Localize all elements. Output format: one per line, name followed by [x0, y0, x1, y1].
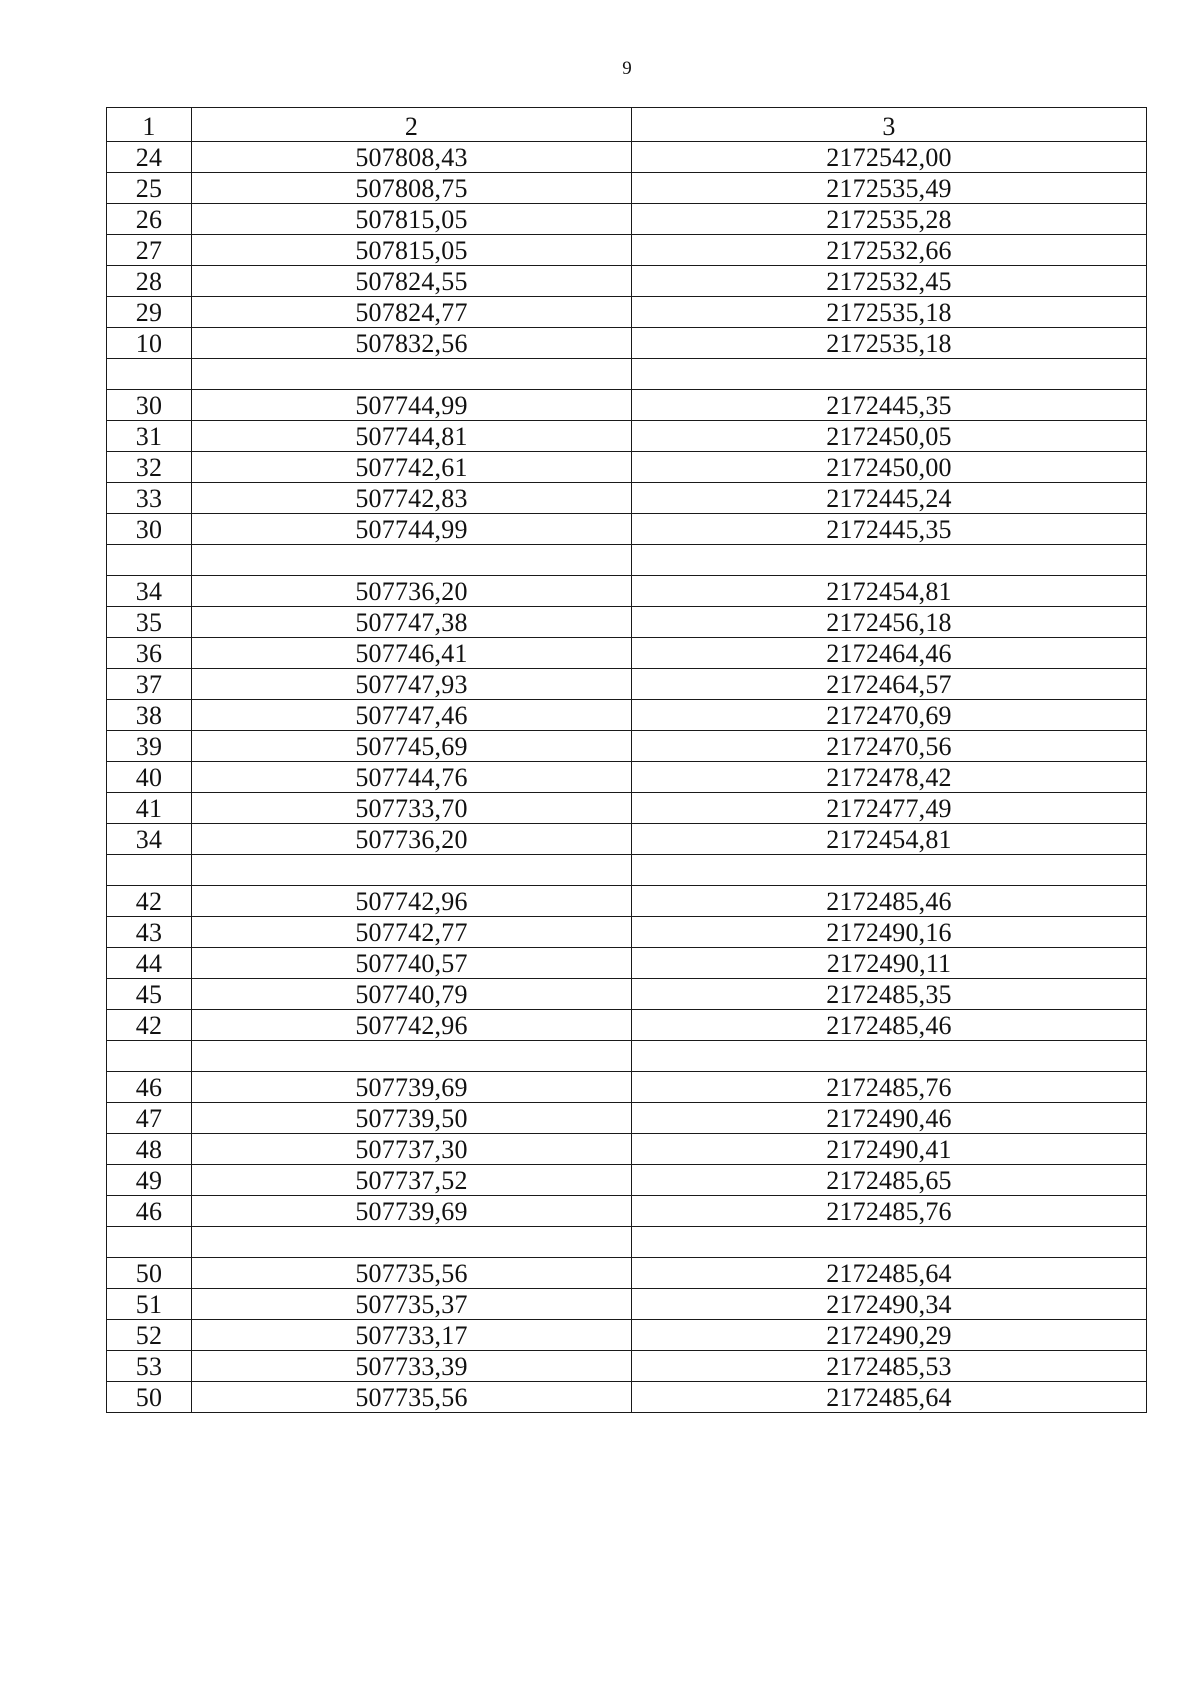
table-row	[107, 638, 1147, 669]
table-row	[107, 886, 1147, 917]
table-row	[107, 1258, 1147, 1289]
table-row	[107, 1382, 1147, 1413]
table-row	[107, 266, 1147, 297]
column-header-3: 3	[632, 108, 1147, 142]
y-coordinate-cell	[632, 545, 1147, 576]
x-coordinate-cell	[192, 545, 632, 576]
x-coordinate-cell: 507733,70	[192, 793, 632, 824]
x-coordinate-cell	[192, 359, 632, 390]
table-row	[107, 1103, 1147, 1134]
y-coordinate-cell	[632, 359, 1147, 390]
point-number-cell	[107, 359, 192, 390]
point-number-cell: 44	[107, 948, 192, 979]
point-number-cell: 35	[107, 607, 192, 638]
table-row	[107, 359, 1147, 390]
point-number-cell: 36	[107, 638, 192, 669]
point-number-cell: 46	[107, 1196, 192, 1227]
y-coordinate-cell: 2172490,41	[632, 1134, 1147, 1165]
point-number-cell	[107, 855, 192, 886]
y-coordinate-cell: 2172535,18	[632, 297, 1147, 328]
y-coordinate-cell: 2172470,56	[632, 731, 1147, 762]
x-coordinate-cell: 507747,93	[192, 669, 632, 700]
x-coordinate-cell: 507733,17	[192, 1320, 632, 1351]
table-row	[107, 545, 1147, 576]
point-number-cell: 50	[107, 1258, 192, 1289]
y-coordinate-cell: 2172485,46	[632, 886, 1147, 917]
y-coordinate-cell: 2172535,28	[632, 204, 1147, 235]
table-row	[107, 607, 1147, 638]
table-row	[107, 390, 1147, 421]
y-coordinate-cell: 2172450,00	[632, 452, 1147, 483]
y-coordinate-cell: 2172456,18	[632, 607, 1147, 638]
x-coordinate-cell: 507733,39	[192, 1351, 632, 1382]
point-number-cell: 28	[107, 266, 192, 297]
y-coordinate-cell: 2172485,76	[632, 1196, 1147, 1227]
x-coordinate-cell: 507744,81	[192, 421, 632, 452]
table-row	[107, 762, 1147, 793]
x-coordinate-cell: 507832,56	[192, 328, 632, 359]
x-coordinate-cell: 507742,96	[192, 886, 632, 917]
x-coordinate-cell: 507740,57	[192, 948, 632, 979]
x-coordinate-cell: 507808,75	[192, 173, 632, 204]
table-row	[107, 824, 1147, 855]
x-coordinate-cell: 507808,43	[192, 142, 632, 173]
point-number-cell: 48	[107, 1134, 192, 1165]
table-row	[107, 297, 1147, 328]
point-number-cell: 29	[107, 297, 192, 328]
x-coordinate-cell: 507739,69	[192, 1072, 632, 1103]
y-coordinate-cell: 2172470,69	[632, 700, 1147, 731]
x-coordinate-cell: 507747,46	[192, 700, 632, 731]
table-row	[107, 514, 1147, 545]
table-row	[107, 1072, 1147, 1103]
table-row	[107, 948, 1147, 979]
point-number-cell: 51	[107, 1289, 192, 1320]
point-number-cell: 26	[107, 204, 192, 235]
table-row	[107, 173, 1147, 204]
point-number-cell	[107, 1227, 192, 1258]
x-coordinate-cell: 507735,56	[192, 1382, 632, 1413]
y-coordinate-cell: 2172485,46	[632, 1010, 1147, 1041]
y-coordinate-cell: 2172477,49	[632, 793, 1147, 824]
point-number-cell: 38	[107, 700, 192, 731]
point-number-cell: 30	[107, 390, 192, 421]
x-coordinate-cell: 507747,38	[192, 607, 632, 638]
point-number-cell: 43	[107, 917, 192, 948]
point-number-cell: 41	[107, 793, 192, 824]
y-coordinate-cell: 2172464,57	[632, 669, 1147, 700]
table-header-row	[107, 108, 1147, 142]
y-coordinate-cell: 2172490,16	[632, 917, 1147, 948]
x-coordinate-cell	[192, 1227, 632, 1258]
point-number-cell: 30	[107, 514, 192, 545]
x-coordinate-cell: 507744,76	[192, 762, 632, 793]
point-number-cell: 47	[107, 1103, 192, 1134]
x-coordinate-cell: 507737,30	[192, 1134, 632, 1165]
coordinates-table-body	[107, 108, 1147, 1413]
table-row	[107, 1227, 1147, 1258]
table-row	[107, 1134, 1147, 1165]
table-row	[107, 328, 1147, 359]
table-row	[107, 855, 1147, 886]
y-coordinate-cell: 2172464,46	[632, 638, 1147, 669]
y-coordinate-cell: 2172485,65	[632, 1165, 1147, 1196]
y-coordinate-cell: 2172485,64	[632, 1258, 1147, 1289]
point-number-cell: 37	[107, 669, 192, 700]
point-number-cell	[107, 545, 192, 576]
x-coordinate-cell: 507742,77	[192, 917, 632, 948]
y-coordinate-cell: 2172450,05	[632, 421, 1147, 452]
table-row	[107, 452, 1147, 483]
x-coordinate-cell: 507740,79	[192, 979, 632, 1010]
table-row	[107, 1010, 1147, 1041]
point-number-cell: 52	[107, 1320, 192, 1351]
point-number-cell: 32	[107, 452, 192, 483]
x-coordinate-cell: 507735,56	[192, 1258, 632, 1289]
point-number-cell: 39	[107, 731, 192, 762]
x-coordinate-cell: 507744,99	[192, 390, 632, 421]
point-number-cell: 46	[107, 1072, 192, 1103]
y-coordinate-cell: 2172445,24	[632, 483, 1147, 514]
y-coordinate-cell: 2172535,49	[632, 173, 1147, 204]
table-row	[107, 731, 1147, 762]
x-coordinate-cell: 507824,55	[192, 266, 632, 297]
point-number-cell: 10	[107, 328, 192, 359]
y-coordinate-cell: 2172490,11	[632, 948, 1147, 979]
y-coordinate-cell	[632, 855, 1147, 886]
x-coordinate-cell: 507824,77	[192, 297, 632, 328]
point-number-cell: 31	[107, 421, 192, 452]
x-coordinate-cell: 507737,52	[192, 1165, 632, 1196]
x-coordinate-cell: 507746,41	[192, 638, 632, 669]
x-coordinate-cell: 507742,61	[192, 452, 632, 483]
x-coordinate-cell: 507745,69	[192, 731, 632, 762]
y-coordinate-cell: 2172490,29	[632, 1320, 1147, 1351]
y-coordinate-cell: 2172485,64	[632, 1382, 1147, 1413]
table-row	[107, 917, 1147, 948]
x-coordinate-cell: 507742,83	[192, 483, 632, 514]
x-coordinate-cell: 507735,37	[192, 1289, 632, 1320]
table-row	[107, 235, 1147, 266]
y-coordinate-cell: 2172445,35	[632, 514, 1147, 545]
y-coordinate-cell: 2172454,81	[632, 824, 1147, 855]
table-row	[107, 576, 1147, 607]
x-coordinate-cell: 507815,05	[192, 235, 632, 266]
y-coordinate-cell: 2172485,35	[632, 979, 1147, 1010]
y-coordinate-cell: 2172445,35	[632, 390, 1147, 421]
table-row	[107, 204, 1147, 235]
y-coordinate-cell: 2172485,76	[632, 1072, 1147, 1103]
table-row	[107, 1351, 1147, 1382]
y-coordinate-cell	[632, 1041, 1147, 1072]
point-number-cell: 42	[107, 886, 192, 917]
point-number-cell: 27	[107, 235, 192, 266]
x-coordinate-cell: 507744,99	[192, 514, 632, 545]
x-coordinate-cell: 507736,20	[192, 824, 632, 855]
y-coordinate-cell: 2172454,81	[632, 576, 1147, 607]
y-coordinate-cell: 2172490,46	[632, 1103, 1147, 1134]
x-coordinate-cell: 507815,05	[192, 204, 632, 235]
x-coordinate-cell: 507736,20	[192, 576, 632, 607]
table-row	[107, 421, 1147, 452]
x-coordinate-cell: 507742,96	[192, 1010, 632, 1041]
point-number-cell: 42	[107, 1010, 192, 1041]
y-coordinate-cell: 2172542,00	[632, 142, 1147, 173]
table-row	[107, 1165, 1147, 1196]
y-coordinate-cell: 2172532,66	[632, 235, 1147, 266]
x-coordinate-cell: 507739,50	[192, 1103, 632, 1134]
point-number-cell	[107, 1041, 192, 1072]
point-number-cell: 53	[107, 1351, 192, 1382]
table-row	[107, 1041, 1147, 1072]
column-header-1: 1	[107, 108, 192, 142]
point-number-cell: 24	[107, 142, 192, 173]
x-coordinate-cell	[192, 1041, 632, 1072]
table-row	[107, 979, 1147, 1010]
y-coordinate-cell	[632, 1227, 1147, 1258]
column-header-2: 2	[192, 108, 632, 142]
point-number-cell: 50	[107, 1382, 192, 1413]
table-row	[107, 483, 1147, 514]
table-row	[107, 700, 1147, 731]
point-number-cell: 40	[107, 762, 192, 793]
y-coordinate-cell: 2172535,18	[632, 328, 1147, 359]
point-number-cell: 45	[107, 979, 192, 1010]
y-coordinate-cell: 2172490,34	[632, 1289, 1147, 1320]
table-row	[107, 793, 1147, 824]
point-number-cell: 33	[107, 483, 192, 514]
y-coordinate-cell: 2172485,53	[632, 1351, 1147, 1382]
table-row	[107, 669, 1147, 700]
y-coordinate-cell: 2172532,45	[632, 266, 1147, 297]
x-coordinate-cell	[192, 855, 632, 886]
point-number-cell: 34	[107, 576, 192, 607]
coordinates-table	[106, 107, 1147, 1413]
table-row	[107, 142, 1147, 173]
table-row	[107, 1196, 1147, 1227]
y-coordinate-cell: 2172478,42	[632, 762, 1147, 793]
table-row	[107, 1289, 1147, 1320]
point-number-cell: 49	[107, 1165, 192, 1196]
x-coordinate-cell: 507739,69	[192, 1196, 632, 1227]
point-number-cell: 34	[107, 824, 192, 855]
table-row	[107, 1320, 1147, 1351]
page-number: 9	[622, 58, 632, 79]
point-number-cell: 25	[107, 173, 192, 204]
